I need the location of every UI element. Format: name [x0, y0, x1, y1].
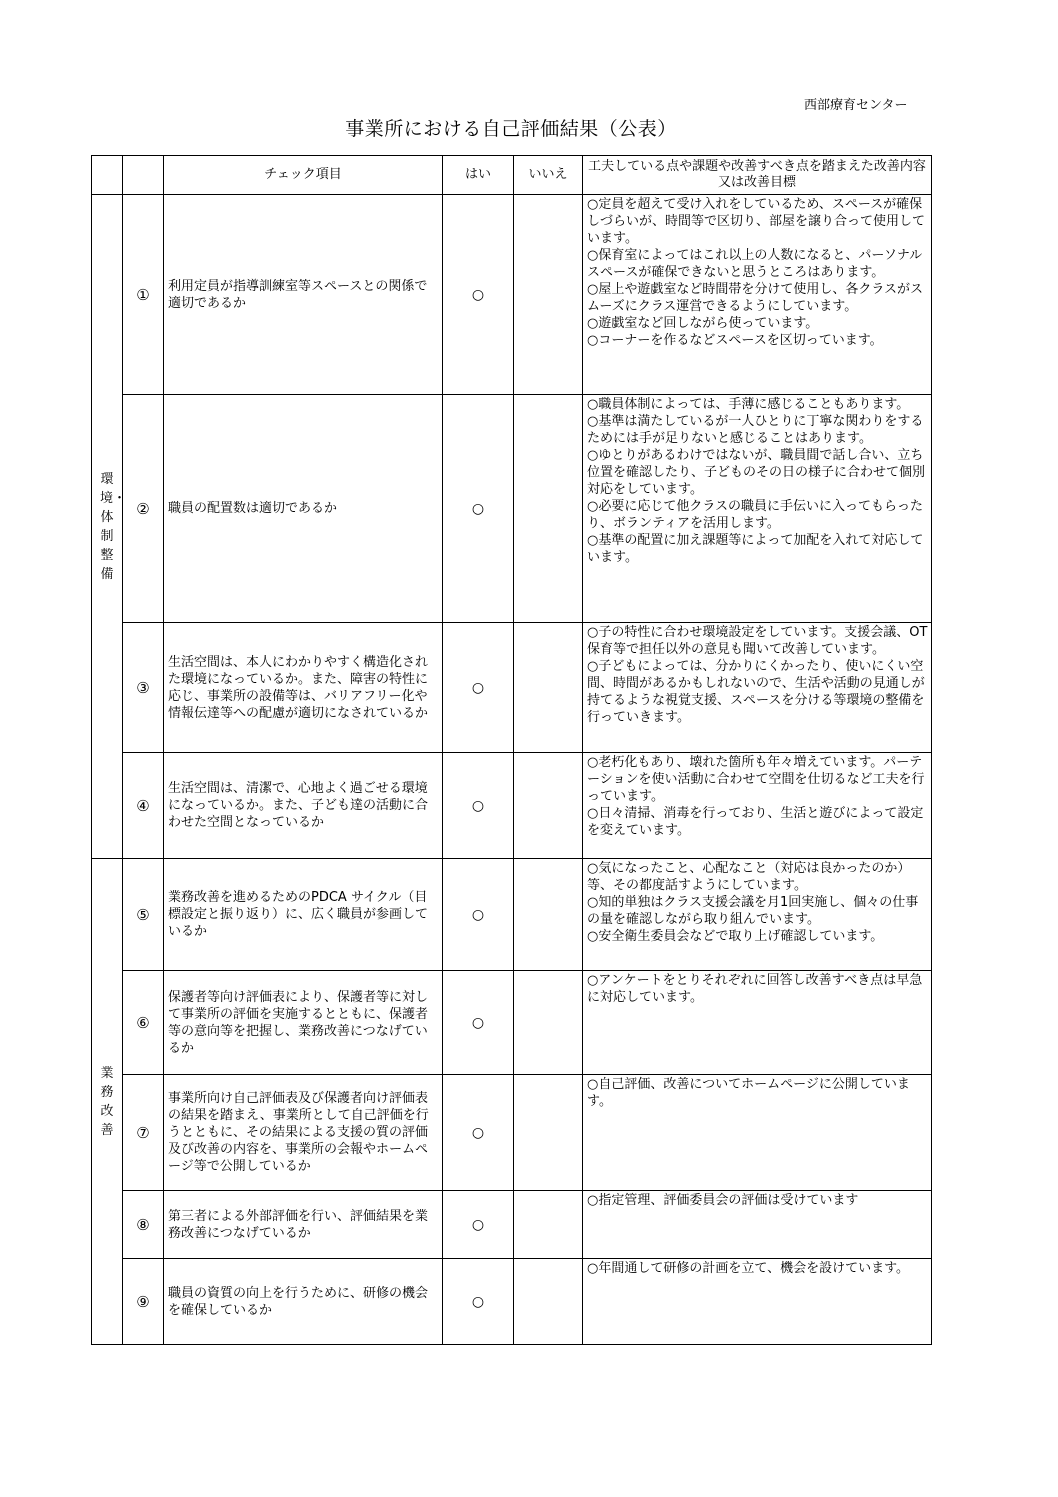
row-number: ④ — [123, 753, 164, 859]
check-item-text: 保護者等向け評価表により、保護者等に対して事業所の評価を実施するとともに、保護者等の意向等を把握し、業務改善につなげているか — [164, 971, 443, 1075]
notes-cell — [583, 753, 932, 859]
note-line: ○日々清掃、消毒を行っており、生活と遊びによって設定を変えています。 — [587, 806, 924, 838]
check-item-text: 事業所向け自己評価表及び保護者向け評価表の結果を踏まえ、事業所として自己評価を行うとともに、その結果による支援の質の評価及び改善の内容を、事業所の会報やホームページ等で公開しているか — [164, 1075, 443, 1191]
no-mark — [514, 1259, 583, 1345]
notes-cell — [583, 1075, 932, 1191]
yes-mark: ○ — [443, 395, 514, 623]
header-notes: 工夫している点や課題や改善すべき点を踏まえた改善内容又は改善目標 — [583, 156, 932, 195]
note-line: ○気になったこと、心配なこと（対応は良かったのか）等、その都度話すようにしています。 — [587, 861, 911, 893]
no-mark — [514, 971, 583, 1075]
yes-mark: ○ — [443, 753, 514, 859]
table-row — [92, 1075, 932, 1191]
note-line: ○定員を超えて受け入れをしているため、スペースが確保しづらいが、時間等で区切り、部屋を譲り合って使用しています。 — [587, 197, 926, 246]
yes-mark: ○ — [443, 1191, 514, 1259]
yes-mark: ○ — [443, 971, 514, 1075]
no-mark — [514, 859, 583, 971]
row-number: ⑥ — [123, 971, 164, 1075]
no-mark — [514, 395, 583, 623]
note-line: ○保育室によってはこれ以上の人数になると、パーソナルスペースが確保できないと思うところはあります。 — [587, 248, 923, 280]
table-row — [92, 395, 932, 623]
category-environment — [92, 195, 127, 859]
note-line: ○基準の配置に加え課題等によって加配を入れて対応しています。 — [587, 533, 924, 565]
check-item-text: 業務改善を進めるためのPDCA サイクル（目標設定と振り返り）に、広く職員が参画しているか — [164, 859, 443, 971]
table-row — [92, 623, 932, 753]
row-number: ② — [123, 395, 164, 623]
check-item-text: 生活空間は、本人にわかりやすく構造化された環境になっているか。また、障害の特性に応じ、事業所の設備等は、バリアフリー化や情報伝達等への配慮が適切になされているか — [164, 623, 443, 753]
header-no: いいえ — [514, 156, 583, 195]
yes-mark: ○ — [443, 1075, 514, 1191]
note-line: ○年間通して研修の計画を立て、機会を設けています。 — [587, 1261, 910, 1276]
row-number: ③ — [123, 623, 164, 753]
notes-cell — [583, 1259, 932, 1345]
row-number: ⑨ — [123, 1259, 164, 1345]
category-business-label: 業務改善 — [100, 1065, 114, 1138]
note-line: ○基準は満たしているが一人ひとりに丁寧な関わりをするためには手が足りないと感じることはあります。 — [587, 414, 924, 446]
no-mark — [514, 753, 583, 859]
note-line: ○自己評価、改善についてホームページに公開しています。 — [587, 1077, 910, 1109]
yes-mark: ○ — [443, 1259, 514, 1345]
yes-mark: ○ — [443, 623, 514, 753]
header-row — [92, 156, 932, 195]
check-item-text: 職員の資質の向上を行うために、研修の機会を確保しているか — [164, 1259, 443, 1345]
notes-cell — [583, 623, 932, 753]
note-line: ○知的単独はクラス支援会議を月1回実施し、個々の仕事の量を確認しながら取り組んでいます。 — [587, 895, 919, 927]
category-environment-label: 環境・体制整備 — [100, 471, 127, 582]
table-row — [92, 1191, 932, 1259]
note-line: ○安全衛生委員会などで取り上げ確認しています。 — [587, 929, 884, 944]
row-number: ⑧ — [123, 1191, 164, 1259]
header-check-item: チェック項目 — [164, 156, 443, 195]
header-blank-cell — [92, 156, 123, 195]
row-number: ⑤ — [123, 859, 164, 971]
table-row — [92, 1259, 932, 1345]
check-item-text: 利用定員が指導訓練室等スペースとの関係で適切であるか — [164, 195, 443, 395]
yes-mark: ○ — [443, 195, 514, 395]
page-title: 事業所における自己評価結果（公表） — [345, 118, 677, 140]
table-row — [92, 971, 932, 1075]
notes-cell — [583, 395, 932, 623]
check-item-text: 職員の配置数は適切であるか — [164, 395, 443, 623]
no-mark — [514, 623, 583, 753]
notes-cell — [583, 1191, 932, 1259]
table-row — [92, 859, 932, 971]
note-line: ○遊戯室など回しながら使っています。 — [587, 316, 819, 331]
notes-cell — [583, 971, 932, 1075]
row-number: ⑦ — [123, 1075, 164, 1191]
no-mark — [514, 1075, 583, 1191]
organization-name: 西部療育センター — [804, 98, 908, 113]
row-number: ① — [123, 195, 164, 395]
note-line: ○ゆとりがあるわけではないが、職員間で話し合い、立ち位置を確認したり、子どものその日の様子に合わせて個別対応をしています。 — [587, 448, 926, 497]
yes-mark: ○ — [443, 859, 514, 971]
table-row — [92, 195, 932, 395]
notes-cell — [583, 859, 932, 971]
category-business — [92, 859, 123, 1345]
no-mark — [514, 195, 583, 395]
notes-cell — [583, 195, 932, 395]
note-line: ○必要に応じて他クラスの職員に手伝いに入ってもらったり、ボランティアを活用します。 — [587, 499, 923, 531]
note-line: ○子の特性に合わせ環境設定をしています。支援会議、OT保育等で担任以外の意見も聞いて改善しています。 — [587, 625, 928, 657]
table-row — [92, 753, 932, 859]
note-line: ○老朽化もあり、壊れた箇所も年々増えています。パーテーションを使い活動に合わせて空間を仕切るなど工夫を行っています。 — [587, 755, 925, 804]
note-line: ○指定管理、評価委員会の評価は受けています — [587, 1193, 859, 1208]
note-line: ○アンケートをとりそれぞれに回答し改善すべき点は早急に対応しています。 — [587, 973, 923, 1005]
note-line: ○コーナーを作るなどスペースを区切っています。 — [587, 333, 883, 348]
header-num-cell — [123, 156, 164, 195]
header-yes: はい — [443, 156, 514, 195]
note-line: ○職員体制によっては、手薄に感じることもあります。 — [587, 397, 910, 412]
check-item-text: 生活空間は、清潔で、心地よく過ごせる環境になっているか。また、子ども達の活動に合わせた空間となっているか — [164, 753, 443, 859]
check-item-text: 第三者による外部評価を行い、評価結果を業務改善につなげているか — [164, 1191, 443, 1259]
note-line: ○子どもによっては、分かりにくかったり、使いにくい空間、時間があるかもしれないので、生活や活動の見通しが持てるような視覚支援、スペースを分ける等環境の整備を行っていきます。 — [587, 659, 925, 725]
evaluation-table — [91, 155, 932, 1345]
no-mark — [514, 1191, 583, 1259]
note-line: ○屋上や遊戯室など時間帯を分けて使用し、各クラスがスムーズにクラス運営できるようにしています。 — [587, 282, 923, 314]
